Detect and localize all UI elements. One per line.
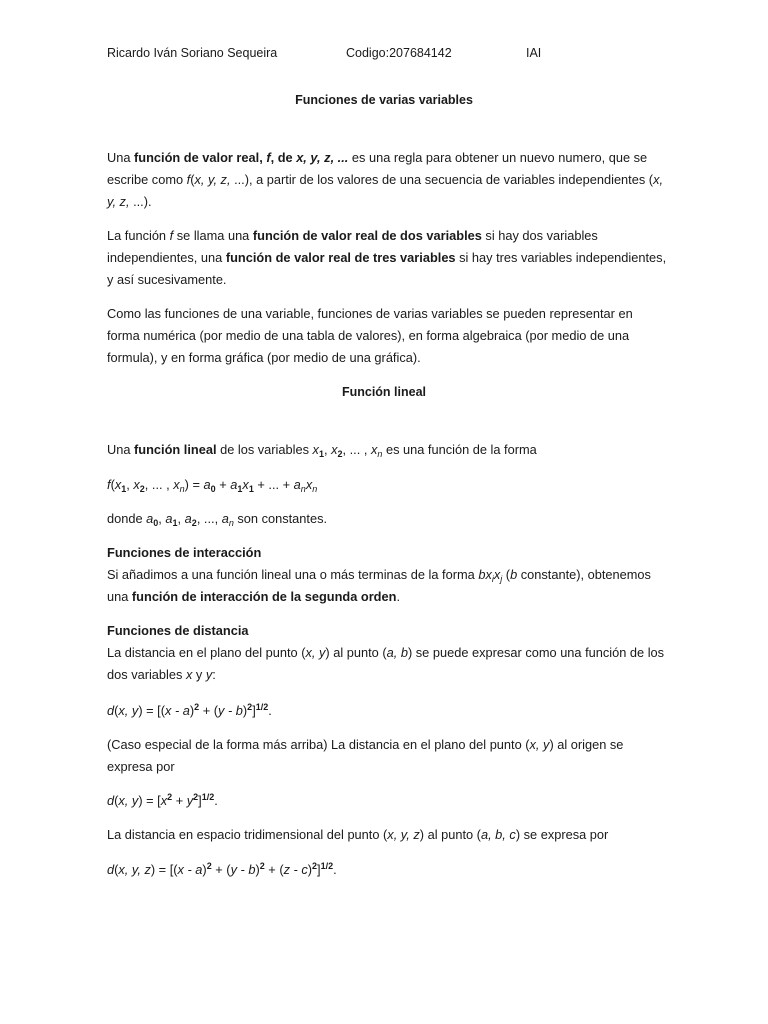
distance-formula-origin: d(x, $y) = [x^2 + y^2]^{1/2}$. — [107, 792, 218, 808]
linear-function-definition: Una función lineal de los variables $x_1$, $x_2$, ... , $x_n$ es una función de la forma — [107, 442, 537, 459]
paragraph-interaction: Si añadimos a una función lineal una o más terminas de la forma $bx_ix_j$ (b constante), obtenemos una función de interacción de la segunda orden. — [107, 567, 651, 604]
paragraph-distance-3d: La distancia en espacio tridimensional del punto (x, y, z) al punto (a, b, c) se expresa por — [107, 827, 609, 842]
document-title: Funciones de varias variables — [295, 93, 473, 107]
heading-interaction: Funciones de interacción — [107, 545, 262, 560]
heading-distance: Funciones de distancia — [107, 623, 249, 638]
paragraph-representations: Como las funciones de una variable, funciones de varias variables se pueden representar en forma numérica (por medio de una tabla de valores), en forma algebraica (por medio de una formula), y en forma gráfica (por medio de una gráfica). — [107, 306, 633, 365]
constants-statement: donde $a_0$, $a_1$, $a_2$, ..., $a_n$ son constantes. — [107, 511, 328, 528]
distance-formula-3d: d(x, y, $z) = [(x - a)^2 + (y - b)^2 + (z - c)^2]^{1/2}$. — [107, 861, 337, 877]
paragraph-distance-plane: La distancia en el plano del punto (x, y) al punto (a, b) se puede expresar como una función de los dos variables x y y: — [107, 645, 665, 682]
distance-formula-2d: d(x, $y) = [(x - a)^2 + (y - b)^2]^{1/2}$. — [107, 702, 272, 718]
paragraph-definition: Una función de valor real, f, de x, y, z, ... es una regla para obtener un nuevo numero, que se escribe como f(x, y, z, ...), a partir de los valores de una secuencia de variables independientes (x, y, z, ...). — [107, 150, 664, 209]
course-name: IAI — [526, 46, 542, 60]
linear-function-formula: $f(x_1$, $x_2$, ... , $x_n) = a_0 + a_1x_1$ + ... + $a_nx_n$ — [107, 477, 318, 494]
paragraph-two-three-variables: La función f se llama una función de valor real de dos variables si hay dos variables independientes, una función de valor real de tres variables si hay tres variables independientes, y así sucesivamente. — [107, 228, 667, 287]
author-name: Ricardo Iván Soriano Sequeira — [107, 46, 278, 60]
paragraph-distance-origin: (Caso especial de la forma más arriba) La distancia en el plano del punto (x, y) al origen se expresa por — [107, 737, 624, 774]
section-heading-linear: Función lineal — [341, 385, 427, 399]
student-code: Codigo:207684142 — [346, 46, 452, 60]
